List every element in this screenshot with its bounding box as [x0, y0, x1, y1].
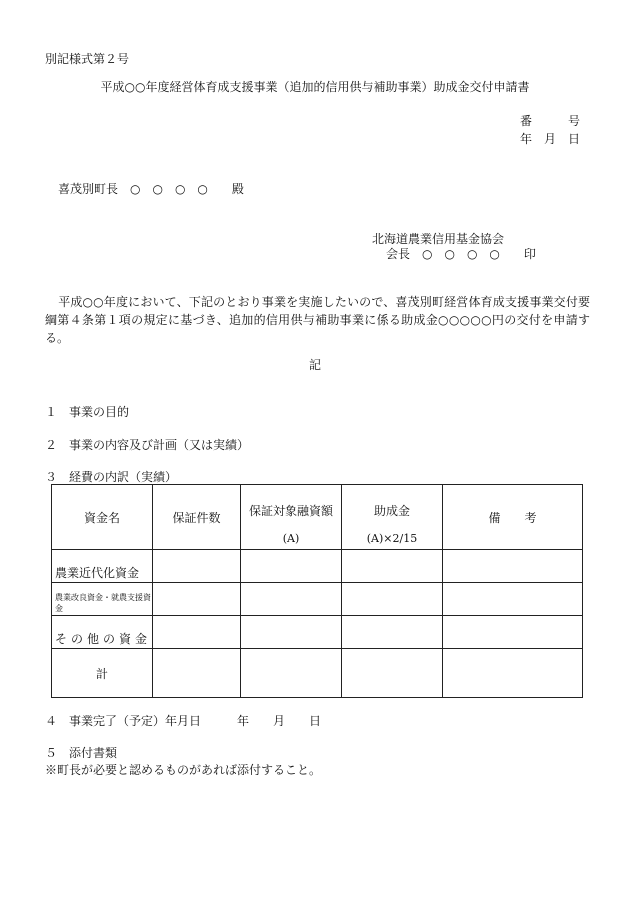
cell-subsidy[interactable]: [342, 649, 443, 698]
row-label-total: 計: [52, 649, 153, 698]
header-guarantee-count: 保証件数: [153, 485, 241, 550]
row-label-text: その他の資金: [55, 632, 152, 646]
applicant-representative: 会長 ○ ○ ○ ○ 印: [386, 247, 536, 261]
row-label-text: 農業改良資金・就農支援資金: [55, 593, 151, 613]
attachment-note: ※町長が必要と認めるものがあれば添付すること。: [45, 763, 322, 777]
cell-remarks[interactable]: [443, 616, 583, 649]
cell-financing-amount[interactable]: [241, 550, 342, 583]
cell-remarks[interactable]: [443, 550, 583, 583]
table-row-total: [52, 649, 583, 698]
header-fund-name: 資金名: [52, 485, 153, 550]
document-title: 平成○○年度経営体育成支援事業（追加的信用供与補助事業）助成金交付申請書: [100, 80, 530, 94]
item-attachments: ５ 添付書類: [45, 746, 118, 760]
cell-financing-amount[interactable]: [241, 616, 342, 649]
cell-guarantee-count[interactable]: [153, 583, 241, 616]
item-expense-breakdown: ３ 経費の内訳（実績）: [45, 470, 178, 484]
document-date-label: 年 月 日: [520, 132, 581, 146]
cell-guarantee-count[interactable]: [153, 649, 241, 698]
cell-subsidy[interactable]: [342, 550, 443, 583]
cell-guarantee-count[interactable]: [153, 550, 241, 583]
table-row: [52, 583, 583, 616]
row-label: [52, 583, 153, 616]
cell-remarks[interactable]: [443, 583, 583, 616]
application-body: 平成○○年度において、下記のとおり事業を実施したいので、喜茂別町経営体育成支援事業交付要綱第４条第１項の規定に基づき、追加的信用供与補助事業に係る助成金○○○○○円の交付を申請する。: [45, 295, 590, 345]
cell-guarantee-count[interactable]: [153, 616, 241, 649]
header-subsidy: [342, 485, 443, 550]
item-completion-date: ４ 事業完了（予定）年月日 年 月 日: [45, 714, 322, 728]
document-number-label: 番 号: [520, 114, 581, 128]
row-label: [52, 550, 153, 583]
cell-remarks[interactable]: [443, 649, 583, 698]
table-row: [52, 616, 583, 649]
cell-financing-amount[interactable]: [241, 583, 342, 616]
form-id: 別記様式第２号: [45, 52, 130, 66]
header-subsidy-label: 助成金: [373, 504, 410, 518]
ki-heading: 記: [308, 358, 321, 372]
table-header-row: [52, 485, 583, 550]
expense-table: [51, 484, 583, 698]
item-content-plan: ２ 事業の内容及び計画（又は実績）: [45, 438, 250, 452]
row-label: [52, 616, 153, 649]
addressee: 喜茂別町長 ○ ○ ○ ○ 殿: [58, 182, 244, 196]
header-financing-amount-label: 保証対象融資額: [248, 504, 333, 518]
header-subsidy-sub: (A)×2/15: [366, 532, 418, 545]
header-financing-amount-sub: (A): [282, 532, 300, 545]
item-purpose: １ 事業の目的: [45, 405, 130, 419]
cell-subsidy[interactable]: [342, 616, 443, 649]
cell-subsidy[interactable]: [342, 583, 443, 616]
table-row: [52, 550, 583, 583]
applicant-organization: 北海道農業信用基金協会: [372, 232, 505, 246]
row-label-text: 農業近代化資金: [55, 566, 140, 580]
header-remarks: 備 考: [443, 485, 583, 550]
cell-financing-amount[interactable]: [241, 649, 342, 698]
header-financing-amount: [241, 485, 342, 550]
